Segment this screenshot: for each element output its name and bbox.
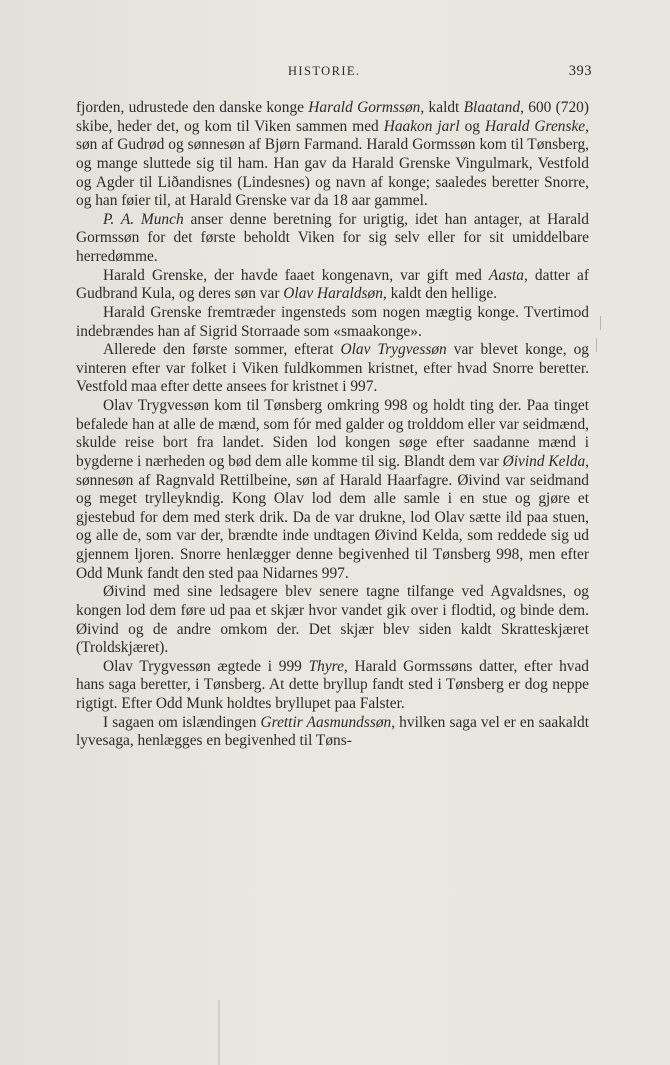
page-fold-line xyxy=(218,1000,220,1065)
paragraph: Olav Trygvessøn ægtede i 999 Thyre, Harald Gormssøns datter, efter hvad hans saga beretter, i Tønsberg. At dette bryllup fandt sted i Tønsberg er dog neppe rigtigt. Efter Odd Munk holdtes bryllupet paa Falster. xyxy=(76,657,589,712)
paragraph: I sagaen om islændingen Grettir Aasmundssøn, hvilken saga vel er en saakaldt lyvesaga, henlægges en begivenhed til Tøns- xyxy=(76,713,589,750)
paragraph: P. A. Munch anser denne beretning for urigtig, idet han antager, at Harald Gormssøn for det første beholdt Viken for sig selv eller for sit umiddelbare herredømme. xyxy=(76,210,589,265)
paragraph: fjorden, udrustede den danske konge Harald Gormssøn, kaldt Blaatand, 600 (720) skibe, heder det, og kom til Viken sammen med Haakon jarl og Harald Grenske, søn af Gudrød og sønnesøn af Bjørn Farmand. Harald Gormssøn kom til Tønsberg, og mange sluttede sig til ham. Han gav da Harald Grenske Vingulmark, Vestfold og Agder til Liðandisnes (Lindesnes) og navn af konge; saaledes beretter Snorre, og han føier til, at Harald Grenske var da 18 aar gammel. xyxy=(76,99,589,210)
page-number: 393 xyxy=(568,63,592,79)
paragraph: Olav Trygvessøn kom til Tønsberg omkring 998 og holdt ting der. Paa tinget befalede han at alle de mænd, som fór med galder og trolddom eller var seidmænd, skulde reise bort fra landet. Siden lod kongen søge efter saadanne mænd i bygderne i nærheden og bød dem alle komme til sig. Blandt dem var Øivind Kelda, sønnesøn af Ragnvald Rettilbeine, søn af Harald Haarfagre. Øivind var seidmand og meget trylleykndig. Kong Olav lod dem alle samle i en stue og gjøre et gjestebud for dem med sterk drik. Da de var drukne, lod Olav sætte ild paa stuen, og alle de, som var der, brændte inde undtagen Øivind Kelda, som reddede sig ud gjennem ljoren. Snorre henlægger denne begivenhed til Tønsberg 998, men efter Odd Munk fandt den sted paa Nidarnes 997. xyxy=(76,397,590,582)
margin-mark xyxy=(596,338,597,352)
paragraph: Harald Grenske, der havde faaet kongenavn, var gift med Aasta, datter af Gudbrand Kula, og deres søn var Olav Haraldsøn, kaldt den hellige. xyxy=(76,266,589,303)
margin-mark xyxy=(600,316,601,330)
page-header xyxy=(0,64,670,84)
body-text xyxy=(76,99,589,751)
paragraph: Øivind med sine ledsagere blev senere tagne tilfange ved Agvaldsnes, og kongen lod dem føre ud paa et skjær hvor vandet gik over i flodtid, og binde dem. Øivind og de andre omkom der. Det skjær blev siden kaldt Skratteskjæret (Troldskjæret). xyxy=(76,583,589,657)
running-head: HISTORIE. xyxy=(288,64,361,78)
paragraph: Harald Grenske fremtræder ingensteds som nogen mægtig konge. Tvertimod indebrændes han af Sigrid Storraade som «smaakonge». xyxy=(76,303,589,340)
paragraph: Allerede den første sommer, efterat Olav Trygvessøn var blevet konge, og vinteren efter var folket i Viken fuldkommen kristnet, efter hvad Snorre beretter. Vestfold maa efter dette ansees for kristnet i 997. xyxy=(76,341,589,396)
